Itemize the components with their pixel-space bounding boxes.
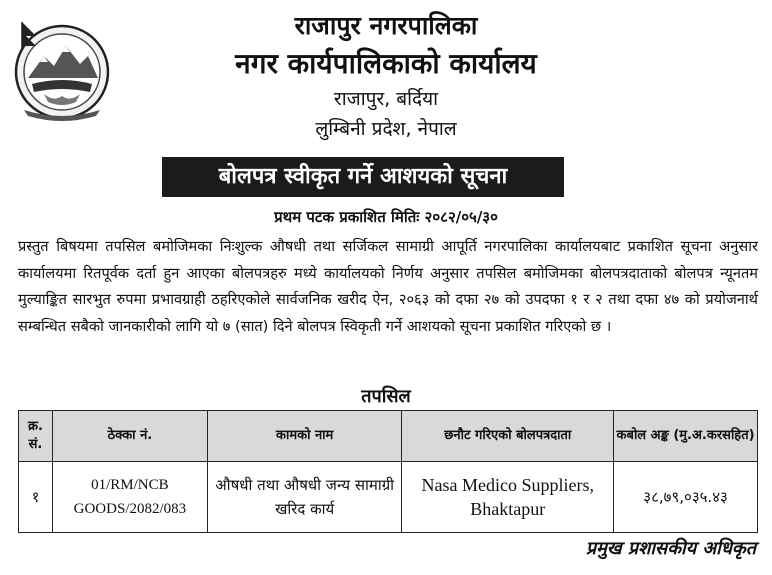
notice-body: प्रस्तुत बिषयमा तपसिल बमोजिमका निःशुल्क औषधी तथा सर्जिकल सामाग्री आपूर्ति नगरपालिका कार्यालयबाट प्रकाशित सूचना अनुसार कार्यालयमा रितपूर्वक दर्ता हुन आएका बोलपत्रहरु मध्ये कार्यालयको निर्णय अनुसार तपसिल बमोजिमका बोलपत्रदाताको बोलपत्र न्यूनतम मुल्याङ्कित सारभुत रुपमा प्रभावग्राही ठहरिएकोले सार्वजनिक खरीद ऐन, २०६३ को दफा २७ को उपदफा १ र २ तथा दफा ४७ को प्रयोजनार्थ सम्बन्धित सबैको जानकारीको लागि यो ७ (सात) दिने बोलपत्र स्विकृती गर्ने आशयको सूचना प्रकाशित गरिएको छ । bbox=[18, 238, 758, 335]
header-contract-no: ठेक्का नं. bbox=[52, 411, 207, 462]
table-header-row bbox=[19, 411, 758, 462]
table-row bbox=[19, 462, 758, 533]
cell-contract-no: 01/RM/NCB GOODS/2082/083 bbox=[52, 462, 207, 533]
municipality-name: राजापुर नगरपालिका bbox=[294, 11, 478, 40]
office-location: राजापुर, बर्दिया bbox=[333, 88, 439, 110]
header-work-name: कामको नाम bbox=[207, 411, 402, 462]
notice-title: बोलपत्र स्वीकृत गर्ने आशयको सूचना bbox=[162, 157, 564, 197]
header-bidder: छनौट गरिएको बोलपत्रदाता bbox=[402, 411, 614, 462]
header-amount: कबोल अङ्क (मु.अ.करसहित) bbox=[614, 411, 758, 462]
signature-title: प्रमुख प्रशासकीय अधिकृत bbox=[585, 538, 756, 559]
office-name: नगर कार्यपालिकाको कार्यालय bbox=[235, 47, 537, 80]
letterhead bbox=[0, 8, 772, 144]
header-serial: क्र. सं. bbox=[19, 411, 53, 462]
table-title: तपसिल bbox=[361, 386, 411, 407]
details-table bbox=[18, 410, 758, 533]
office-province: लुम्बिनी प्रदेश, नेपाल bbox=[315, 118, 457, 140]
publication-date: प्रथम पटक प्रकाशित मितिः २०८२/०५/३० bbox=[274, 208, 498, 226]
cell-serial: १ bbox=[19, 462, 53, 533]
cell-work-name: औषधी तथा औषधी जन्य सामाग्री खरिद कार्य bbox=[207, 462, 402, 533]
cell-amount: ३८,७९,०३५.४३ bbox=[614, 462, 758, 533]
cell-bidder: Nasa Medico Suppliers, Bhaktapur bbox=[402, 462, 614, 533]
